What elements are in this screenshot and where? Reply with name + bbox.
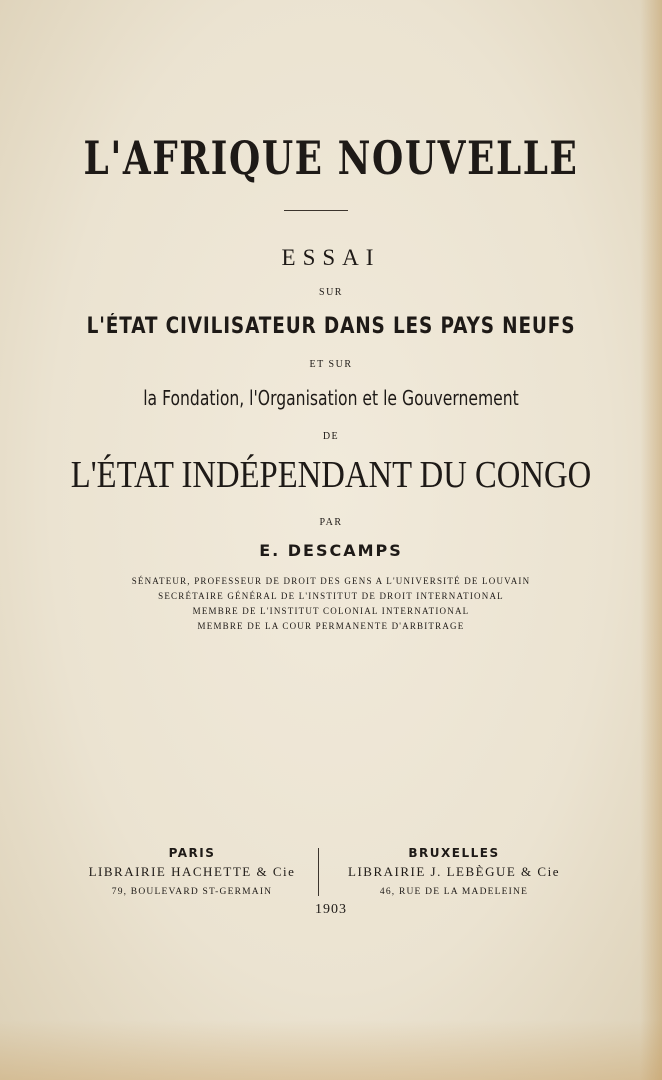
sur-label: SUR [319,287,343,298]
title-rule [284,210,348,211]
author-credential: SECRÉTAIRE GÉNÉRAL DE L'INSTITUT DE DROIT INTERNATIONAL [158,591,504,601]
paper-bottom-shading [0,1020,662,1080]
publisher-city-paris: PARIS [168,846,216,860]
author-name: E. DESCAMPS [259,541,403,560]
publication-year: 1903 [315,902,347,917]
subtitle-foundation: la Fondation, l'Organisation et le Gouvernement [143,386,519,410]
et-sur-label: ET SUR [309,359,353,370]
publisher-address-paris: 79, BOULEVARD ST-GERMAIN [111,887,273,897]
publisher-divider [318,848,319,896]
book-title: L'AFRIQUE NOUVELLE [83,131,579,185]
publisher-name-bruxelles: LIBRAIRIE J. LEBÈGUE & Cie [348,864,560,879]
subtitle-congo: L'ÉTAT INDÉPENDANT DU CONGO [70,454,592,496]
subtitle-civilising-state: L'ÉTAT CIVILISATEUR DANS LES PAYS NEUFS [86,314,576,339]
author-credential: SÉNATEUR, PROFESSEUR DE DROIT DES GENS A L'UNIVERSITÉ DE LOUVAIN [131,576,531,586]
publisher-address-bruxelles: 46, RUE DE LA MADELEINE [379,887,529,897]
author-credential: MEMBRE DE LA COUR PERMANENTE D'ARBITRAGE [197,621,465,631]
essai-label: ESSAI [281,245,381,270]
par-label: PAR [319,517,343,528]
publisher-city-bruxelles: BRUXELLES [408,846,500,860]
publisher-name-paris: LIBRAIRIE HACHETTE & Cie [88,864,296,879]
de-label: DE [322,431,340,442]
author-credential: MEMBRE DE L'INSTITUT COLONIAL INTERNATIONAL [192,606,470,616]
